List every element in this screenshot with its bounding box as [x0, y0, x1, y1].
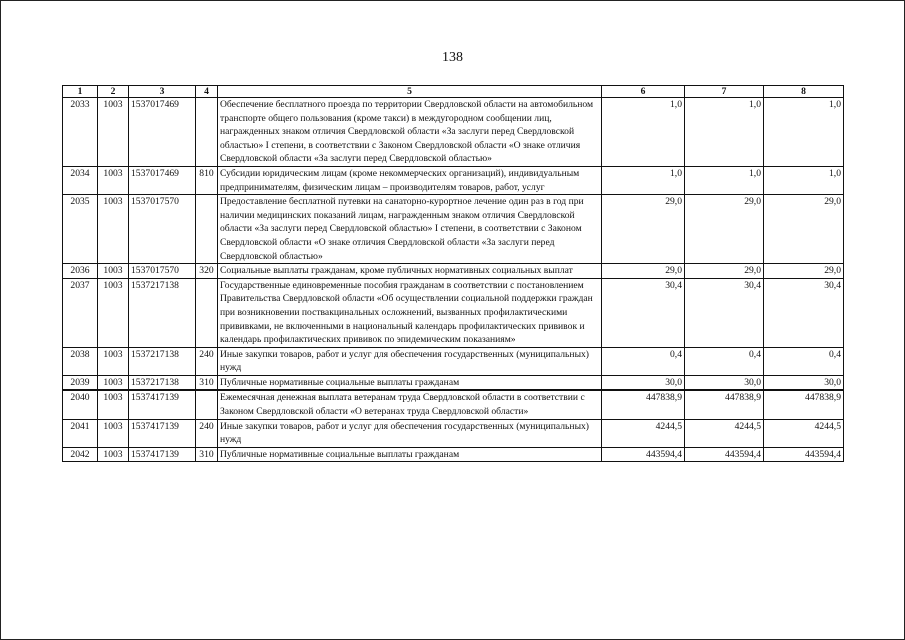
target-article-code: 1537017469	[129, 166, 196, 194]
table-row	[63, 166, 844, 194]
item-description: Государственные единовременные пособия гражданам в соответствии с постановлением Правительства Свердловской области «Об осуществлении социальной поддержки граждан при возникновении поствакцинальных осложнений, вызванных профилактическими прививками, не включенными в национальный календарь профилактических прививок и календарь профилактических прививок по эпидемическим показаниям»	[218, 278, 602, 347]
row-number: 2038	[63, 347, 98, 375]
item-description: Публичные нормативные социальные выплаты гражданам	[218, 375, 602, 390]
expense-type-code	[196, 390, 218, 419]
amount-col-7: 30,0	[685, 375, 764, 390]
amount-col-8: 30,4	[764, 278, 844, 347]
amount-col-6: 4244,5	[602, 419, 685, 447]
section-code: 1003	[98, 347, 129, 375]
expense-type-code: 240	[196, 419, 218, 447]
item-description: Обеспечение бесплатного проезда по территории Свердловской области на автомобильном транспорте общего пользования (кроме такси) в междугородном сообщении лиц, награжденных знаком отличия Свердловской области «За заслуги перед Свердловской областью» I степени, в соответствии с Законом Свердловской области «О знаке отличия Свердловской области «За заслуги перед Свердловской областью»	[218, 98, 602, 167]
row-number: 2033	[63, 98, 98, 167]
col-header-8: 8	[764, 86, 844, 98]
section-code: 1003	[98, 375, 129, 390]
row-number: 2040	[63, 390, 98, 419]
amount-col-8: 4244,5	[764, 419, 844, 447]
amount-col-8: 443594,4	[764, 447, 844, 462]
page-number: 138	[442, 50, 463, 65]
section-code: 1003	[98, 390, 129, 419]
table-row	[63, 195, 844, 264]
target-article-code: 1537417139	[129, 390, 196, 419]
amount-col-8: 29,0	[764, 195, 844, 264]
target-article-code: 1537017469	[129, 98, 196, 167]
expense-type-code: 810	[196, 166, 218, 194]
amount-col-6: 29,0	[602, 195, 685, 264]
row-number: 2035	[63, 195, 98, 264]
amount-col-8: 29,0	[764, 264, 844, 279]
col-header-4: 4	[196, 86, 218, 98]
amount-col-7: 29,0	[685, 195, 764, 264]
budget-table	[62, 85, 844, 462]
amount-col-8: 1,0	[764, 166, 844, 194]
item-description: Иные закупки товаров, работ и услуг для обеспечения государственных (муниципальных) нужд	[218, 419, 602, 447]
row-number: 2034	[63, 166, 98, 194]
row-number: 2039	[63, 375, 98, 390]
amount-col-7: 1,0	[685, 166, 764, 194]
amount-col-8: 0,4	[764, 347, 844, 375]
target-article-code: 1537217138	[129, 347, 196, 375]
row-number: 2036	[63, 264, 98, 279]
table-row	[63, 390, 844, 419]
expense-type-code	[196, 195, 218, 264]
amount-col-8: 447838,9	[764, 390, 844, 419]
target-article-code: 1537217138	[129, 278, 196, 347]
amount-col-6: 30,4	[602, 278, 685, 347]
amount-col-6: 1,0	[602, 98, 685, 167]
expense-type-code: 310	[196, 375, 218, 390]
table-row	[63, 347, 844, 375]
item-description: Иные закупки товаров, работ и услуг для обеспечения государственных (муниципальных) нужд	[218, 347, 602, 375]
amount-col-7: 447838,9	[685, 390, 764, 419]
table-row	[63, 419, 844, 447]
section-code: 1003	[98, 278, 129, 347]
table-row	[63, 264, 844, 279]
expense-type-code	[196, 98, 218, 167]
col-header-1: 1	[63, 86, 98, 98]
col-header-5: 5	[218, 86, 602, 98]
section-code: 1003	[98, 264, 129, 279]
table-row	[63, 375, 844, 390]
section-code: 1003	[98, 419, 129, 447]
item-description: Социальные выплаты гражданам, кроме публичных нормативных социальных выплат	[218, 264, 602, 279]
table-row	[63, 447, 844, 462]
col-header-6: 6	[602, 86, 685, 98]
expense-type-code: 240	[196, 347, 218, 375]
table-row	[63, 278, 844, 347]
target-article-code: 1537417139	[129, 447, 196, 462]
item-description: Предоставление бесплатной путевки на санаторно-курортное лечение один раз в год при наличии медицинских показаний лицам, награжденным знаком отличия Свердловской области «За заслуги перед Свердловской областью» I степени, в соответствии с Законом Свердловской области «О знаке отличия Свердловской области «За заслуги перед Свердловской областью»	[218, 195, 602, 264]
expense-type-code: 320	[196, 264, 218, 279]
section-code: 1003	[98, 166, 129, 194]
amount-col-7: 29,0	[685, 264, 764, 279]
amount-col-7: 1,0	[685, 98, 764, 167]
col-header-3: 3	[129, 86, 196, 98]
amount-col-6: 1,0	[602, 166, 685, 194]
target-article-code: 1537017570	[129, 195, 196, 264]
expense-type-code	[196, 278, 218, 347]
expense-type-code: 310	[196, 447, 218, 462]
section-code: 1003	[98, 447, 129, 462]
amount-col-8: 30,0	[764, 375, 844, 390]
col-header-2: 2	[98, 86, 129, 98]
amount-col-6: 0,4	[602, 347, 685, 375]
section-code: 1003	[98, 98, 129, 167]
amount-col-7: 4244,5	[685, 419, 764, 447]
row-number: 2042	[63, 447, 98, 462]
amount-col-8: 1,0	[764, 98, 844, 167]
amount-col-6: 443594,4	[602, 447, 685, 462]
item-description: Ежемесячная денежная выплата ветеранам труда Свердловской области в соответствии с Законом Свердловской области «О ветеранах труда Свердловской области»	[218, 390, 602, 419]
amount-col-7: 30,4	[685, 278, 764, 347]
amount-col-6: 30,0	[602, 375, 685, 390]
target-article-code: 1537017570	[129, 264, 196, 279]
amount-col-7: 0,4	[685, 347, 764, 375]
row-number: 2037	[63, 278, 98, 347]
amount-col-6: 29,0	[602, 264, 685, 279]
table-row	[63, 98, 844, 167]
item-description: Субсидии юридическим лицам (кроме некоммерческих организаций), индивидуальным предпринимателям, физическим лицам – производителям товаров, работ, услуг	[218, 166, 602, 194]
col-header-7: 7	[685, 86, 764, 98]
amount-col-7: 443594,4	[685, 447, 764, 462]
item-description: Публичные нормативные социальные выплаты гражданам	[218, 447, 602, 462]
header-row	[63, 86, 844, 98]
target-article-code: 1537417139	[129, 419, 196, 447]
target-article-code: 1537217138	[129, 375, 196, 390]
row-number: 2041	[63, 419, 98, 447]
section-code: 1003	[98, 195, 129, 264]
amount-col-6: 447838,9	[602, 390, 685, 419]
